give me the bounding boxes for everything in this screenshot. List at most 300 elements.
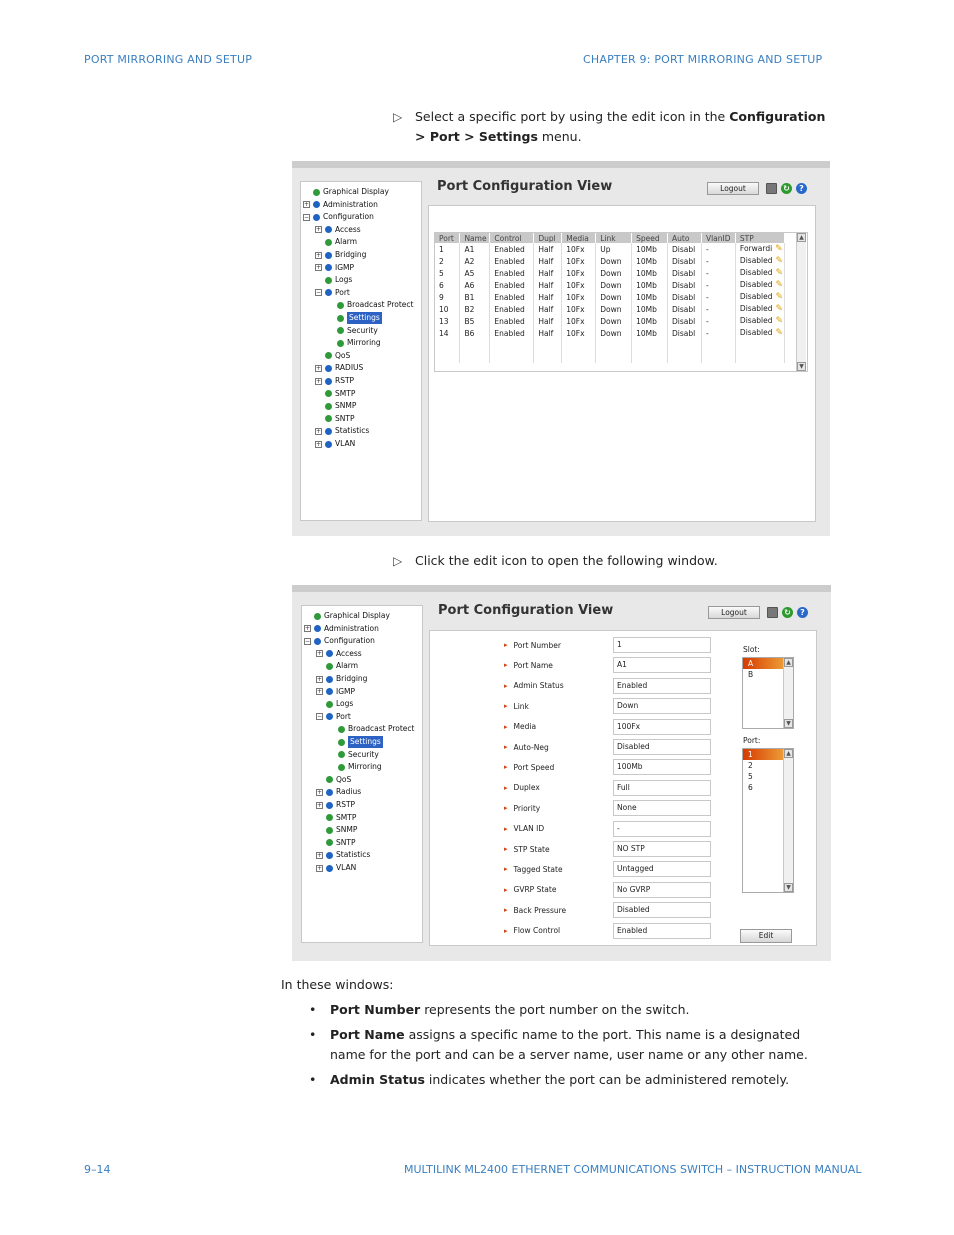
scroll-up-icon[interactable]: ▲: [797, 233, 806, 242]
tree-item[interactable]: + Administration: [304, 199, 378, 209]
table-cell: Half: [534, 327, 562, 339]
blue-dot-icon: [325, 289, 332, 296]
pencil-icon[interactable]: ✎: [775, 316, 784, 326]
table-cell: 10Fx: [562, 327, 596, 339]
column-header[interactable]: Name: [460, 233, 490, 243]
table-cell: Disabled ✎: [735, 303, 784, 315]
field-label: ▸ Media: [504, 722, 537, 732]
table-cell: Down: [596, 255, 632, 267]
field-label: ▸ Port Number: [504, 640, 561, 650]
table-cell: -: [701, 267, 735, 279]
arrow-right-icon: ▸: [504, 865, 508, 874]
table-cell: [735, 339, 784, 351]
field-value[interactable]: 100Fx: [613, 719, 711, 735]
table-cell: 10Fx: [562, 243, 596, 255]
tree-item[interactable]: SNTP: [325, 413, 354, 425]
tree-item[interactable]: + RSTP: [316, 376, 355, 385]
tree-item[interactable]: Mirroring: [338, 761, 382, 773]
plus-box-icon[interactable]: +: [316, 226, 322, 234]
table-cell: [632, 339, 668, 351]
blue-dot-icon: [313, 201, 320, 208]
arrow-right-icon: ▸: [504, 641, 508, 649]
table-cell: Disabled ✎: [735, 267, 784, 279]
tree-item[interactable]: Security: [338, 749, 379, 761]
scroll-down-icon[interactable]: ▼: [784, 719, 793, 728]
green-dot-icon: [326, 663, 333, 670]
tree-item[interactable]: SNMP: [325, 400, 356, 412]
field-label: ▸ Duplex: [504, 783, 540, 793]
manual-title: MULTILINK ML2400 ETHERNET COMMUNICATIONS SWITCH – INSTRUCTION MANUAL: [404, 1163, 862, 1176]
tree-item[interactable]: + Access: [316, 224, 361, 234]
table-cell: Down: [596, 267, 632, 279]
help-icon[interactable]: ?: [797, 607, 808, 618]
field-value[interactable]: Disabled: [613, 902, 711, 918]
help-icon[interactable]: ?: [796, 183, 807, 194]
column-header[interactable]: VlanID: [701, 233, 735, 243]
field-value[interactable]: NO STP: [613, 841, 711, 857]
table-cell: [490, 351, 534, 363]
green-dot-icon: [314, 613, 321, 620]
green-dot-icon: [325, 390, 332, 397]
field-label: ▸ Admin Status: [504, 681, 564, 691]
tree-item[interactable]: + RADIUS: [316, 363, 364, 373]
logout-button[interactable]: Logout: [707, 182, 759, 195]
table-cell: A5: [460, 267, 490, 279]
table-cell: -: [701, 327, 735, 339]
green-dot-icon: [325, 239, 332, 246]
table-cell: Disabl: [668, 291, 702, 303]
step-2: ▷ Click the edit icon to open the following window.: [393, 551, 833, 571]
table-cell: Disabled ✎: [735, 315, 784, 327]
green-dot-icon: [338, 739, 345, 746]
arrow-right-icon: ▸: [504, 926, 508, 935]
green-dot-icon: [313, 189, 320, 196]
field-value[interactable]: No GVRP: [613, 882, 711, 898]
table-cell: Enabled: [490, 327, 534, 339]
minus-box-icon[interactable]: −: [304, 213, 310, 221]
list-item[interactable]: 6: [748, 783, 753, 792]
table-cell: 10Mb: [632, 267, 668, 279]
table-cell: [596, 339, 632, 351]
table-cell: Disabl: [668, 279, 702, 291]
blue-dot-icon: [326, 789, 333, 796]
blue-dot-icon: [326, 650, 333, 657]
table-cell: 10Fx: [562, 291, 596, 303]
tree-item[interactable]: − Configuration: [304, 212, 374, 222]
plus-box-icon[interactable]: +: [317, 788, 323, 796]
table-cell: Half: [534, 243, 562, 255]
table-cell: [668, 351, 702, 363]
table-cell: [632, 351, 668, 363]
table-cell: 10Mb: [632, 303, 668, 315]
table-cell: [701, 339, 735, 351]
field-label: ▸ Auto-Neg: [504, 742, 549, 752]
running-header-right: CHAPTER 9: PORT MIRRORING AND SETUP: [583, 53, 823, 66]
field-value[interactable]: Full: [613, 780, 711, 796]
navigation-tree: [300, 181, 422, 521]
field-label: ▸ Flow Control: [504, 926, 561, 936]
table-cell: 10: [435, 303, 460, 315]
table-cell: 10Mb: [632, 315, 668, 327]
tree-item[interactable]: + Radius: [317, 787, 362, 797]
plus-box-icon[interactable]: +: [317, 688, 323, 696]
tree-item[interactable]: SMTP: [326, 812, 356, 824]
table-cell: 2: [435, 255, 460, 267]
pencil-icon[interactable]: ✎: [775, 304, 784, 314]
field-label: ▸ Priority: [504, 803, 541, 813]
field-label: ▸ Tagged State: [504, 864, 563, 874]
arrow-right-icon: ▸: [504, 783, 508, 792]
table-cell: Half: [534, 279, 562, 291]
step-1: ▷ Select a specific port by using the edit icon in the Configuration > Port > Settings menu.: [393, 109, 826, 144]
tree-item[interactable]: QoS: [326, 774, 351, 786]
arrow-right-icon: ▸: [504, 722, 508, 731]
table-cell: Half: [534, 255, 562, 267]
plus-box-icon[interactable]: +: [316, 364, 322, 372]
list-item[interactable]: B: [748, 670, 754, 679]
plus-box-icon[interactable]: +: [305, 625, 311, 633]
green-dot-icon: [337, 302, 344, 309]
tree-item[interactable]: − Port: [317, 711, 351, 721]
table-cell: [735, 351, 784, 363]
field-value[interactable]: -: [613, 821, 711, 837]
table-cell: 9: [435, 291, 460, 303]
triangle-right-icon: ▷: [393, 554, 403, 568]
blue-dot-icon: [325, 226, 332, 233]
green-dot-icon: [337, 327, 344, 334]
arrow-right-icon: ▸: [504, 702, 508, 711]
table-cell: Disabled ✎: [735, 255, 784, 267]
table-cell: Disabled ✎: [735, 327, 784, 339]
table-cell: Disabl: [668, 327, 702, 339]
column-header[interactable]: STP: [735, 233, 784, 243]
arrow-right-icon: ▸: [504, 906, 508, 915]
blue-dot-icon: [325, 252, 332, 259]
bullet-admin-status: • Admin Status indicates whether the port can be administered remotely.: [309, 1072, 790, 1087]
field-value[interactable]: Untagged: [613, 861, 711, 877]
arrow-right-icon: ▸: [504, 661, 508, 670]
running-header-left: PORT MIRRORING AND SETUP: [84, 53, 253, 66]
field-label: ▸ Port Speed: [504, 762, 555, 772]
plus-box-icon[interactable]: +: [317, 801, 323, 809]
table-row-empty: [435, 351, 785, 363]
tree-item[interactable]: Alarm: [325, 236, 357, 248]
tree-item[interactable]: + IGMP: [317, 686, 356, 696]
table-cell: Half: [534, 291, 562, 303]
pencil-icon[interactable]: ✎: [775, 328, 784, 338]
arrow-right-icon: ▸: [504, 743, 508, 751]
table-cell: Down: [596, 279, 632, 291]
green-dot-icon: [325, 403, 332, 410]
blue-dot-icon: [314, 625, 321, 632]
table-cell: Enabled: [490, 303, 534, 315]
field-value[interactable]: 100Mb: [613, 759, 711, 775]
content-panel: [428, 205, 816, 522]
table-cell: Half: [534, 267, 562, 279]
tree-item[interactable]: Security: [337, 325, 378, 337]
table-row: [435, 279, 785, 291]
scroll-up-icon[interactable]: ▲: [784, 658, 793, 667]
tree-item[interactable]: Logs: [325, 274, 352, 286]
table-cell: A2: [460, 255, 490, 267]
tree-item[interactable]: + Bridging: [317, 674, 368, 683]
tree-item[interactable]: Graphical Display: [303, 186, 389, 198]
plus-box-icon[interactable]: +: [317, 650, 323, 658]
table-scrollbar[interactable]: [796, 233, 806, 371]
table-cell: Up: [596, 243, 632, 255]
field-value[interactable]: 1: [613, 637, 711, 653]
column-header[interactable]: Link: [596, 233, 632, 243]
tree-item[interactable]: Alarm: [326, 660, 358, 672]
view-title: Port Configuration View: [437, 179, 613, 194]
blue-dot-icon: [326, 802, 333, 809]
field-label: ▸ VLAN ID: [504, 824, 545, 834]
table-cell: Forwardi ✎: [735, 243, 784, 255]
table-cell: Disabl: [668, 303, 702, 315]
edit-button[interactable]: Edit: [740, 929, 792, 943]
arrow-right-icon: ▸: [504, 804, 508, 813]
slot-label: Slot:: [743, 645, 760, 654]
table-cell: -: [701, 279, 735, 291]
blue-dot-icon: [313, 214, 320, 221]
blue-dot-icon: [325, 428, 332, 435]
table-cell: [562, 351, 596, 363]
table-row-empty: [435, 339, 785, 351]
blue-dot-icon: [325, 378, 332, 385]
tree-item[interactable]: + RSTP: [317, 800, 356, 809]
scroll-down-icon[interactable]: ▼: [784, 883, 793, 892]
table-cell: Disabl: [668, 315, 702, 327]
plus-box-icon[interactable]: +: [304, 201, 310, 209]
table-cell: Enabled: [490, 267, 534, 279]
arrow-right-icon: ▸: [504, 763, 508, 772]
tree-item[interactable]: QoS: [325, 350, 350, 362]
table-cell: [562, 339, 596, 351]
pencil-icon[interactable]: ✎: [775, 268, 784, 278]
table-cell: 10Mb: [632, 291, 668, 303]
tree-item[interactable]: Broadcast Protect: [338, 723, 414, 735]
table-cell: [596, 351, 632, 363]
plus-box-icon[interactable]: +: [316, 440, 322, 448]
slot-scrollbar[interactable]: [783, 658, 793, 728]
field-label: ▸ Port Name: [504, 660, 553, 670]
green-dot-icon: [326, 839, 333, 846]
plus-box-icon[interactable]: +: [317, 851, 323, 859]
tree-item[interactable]: Logs: [326, 698, 353, 710]
blue-dot-icon: [325, 264, 332, 271]
table-cell: 10Mb: [632, 327, 668, 339]
table-cell: Disabl: [668, 255, 702, 267]
blue-dot-icon: [325, 441, 332, 448]
table-cell: A6: [460, 279, 490, 291]
view-title: Port Configuration View: [438, 603, 614, 618]
tree-item[interactable]: SNMP: [326, 824, 357, 836]
table-cell: Down: [596, 291, 632, 303]
navigation-tree: [301, 605, 423, 943]
field-value[interactable]: Down: [613, 698, 711, 714]
intro-text: In these windows:: [281, 977, 394, 992]
arrow-right-icon: ▸: [504, 681, 508, 690]
green-dot-icon: [337, 315, 344, 322]
column-header[interactable]: Speed: [632, 233, 668, 243]
tree-item[interactable]: SNTP: [326, 837, 355, 849]
table-cell: Enabled: [490, 291, 534, 303]
tree-item[interactable]: Settings: [338, 736, 383, 748]
plus-box-icon[interactable]: +: [317, 675, 323, 683]
table-cell: Enabled: [490, 243, 534, 255]
scroll-down-icon[interactable]: ▼: [797, 362, 806, 371]
pencil-icon[interactable]: ✎: [775, 244, 783, 254]
pencil-icon[interactable]: ✎: [775, 256, 784, 266]
plus-box-icon[interactable]: +: [316, 251, 322, 259]
save-icon[interactable]: [766, 183, 777, 194]
page-number: 9–14: [84, 1163, 111, 1176]
green-dot-icon: [326, 701, 333, 708]
tree-item[interactable]: Broadcast Protect: [337, 299, 413, 311]
table-cell: [534, 339, 562, 351]
table-cell: Disabled ✎: [735, 279, 784, 291]
green-dot-icon: [338, 726, 345, 733]
table-cell: 14: [435, 327, 460, 339]
save-icon[interactable]: [767, 607, 778, 618]
field-value[interactable]: A1: [613, 657, 711, 673]
pencil-icon[interactable]: ✎: [775, 292, 784, 302]
list-item[interactable]: 5: [748, 772, 753, 781]
table-row: [435, 291, 785, 303]
arrow-right-icon: ▸: [504, 824, 508, 833]
table-row: [435, 327, 785, 339]
tree-item[interactable]: + Administration: [305, 623, 379, 633]
green-dot-icon: [338, 764, 345, 771]
table-cell: Disabled ✎: [735, 291, 784, 303]
blue-dot-icon: [326, 676, 333, 683]
blue-dot-icon: [325, 365, 332, 372]
tree-item[interactable]: + VLAN: [316, 439, 356, 448]
blue-dot-icon: [326, 865, 333, 872]
port-scrollbar[interactable]: [783, 749, 793, 892]
port-table: [435, 233, 785, 363]
field-label: ▸ GVRP State: [504, 885, 557, 895]
table-cell: B2: [460, 303, 490, 315]
green-dot-icon: [326, 814, 333, 821]
table-cell: Enabled: [490, 315, 534, 327]
field-label: ▸ Back Pressure: [504, 905, 567, 915]
table-cell: [668, 339, 702, 351]
table-cell: B5: [460, 315, 490, 327]
tree-item[interactable]: − Configuration: [305, 636, 375, 646]
table-cell: Down: [596, 327, 632, 339]
column-header[interactable]: Dupl: [534, 233, 562, 243]
tree-item[interactable]: + IGMP: [316, 262, 355, 272]
bullet-port-number: • Port Number represents the port number on the switch.: [309, 1002, 690, 1017]
table-cell: Down: [596, 303, 632, 315]
green-dot-icon: [326, 827, 333, 834]
table-cell: A1: [460, 243, 490, 255]
table-cell: 5: [435, 267, 460, 279]
table-cell: 10Mb: [632, 279, 668, 291]
table-cell: [490, 339, 534, 351]
column-header[interactable]: Port: [435, 233, 460, 243]
scroll-up-icon[interactable]: ▲: [784, 749, 793, 758]
tree-item[interactable]: + Bridging: [316, 250, 367, 259]
port-label: Port:: [743, 736, 761, 745]
green-dot-icon: [325, 352, 332, 359]
minus-box-icon[interactable]: −: [317, 713, 323, 721]
list-item[interactable]: 2: [748, 761, 753, 770]
list-item[interactable]: 1: [743, 749, 793, 760]
refresh-icon[interactable]: ↻: [781, 183, 792, 194]
field-value[interactable]: Enabled: [613, 923, 711, 939]
table-cell: -: [701, 291, 735, 303]
tree-item[interactable]: − Port: [316, 287, 350, 297]
tree-item[interactable]: + VLAN: [317, 863, 357, 872]
tree-item[interactable]: + Access: [317, 648, 362, 658]
table-cell: -: [701, 315, 735, 327]
column-header[interactable]: Media: [562, 233, 596, 243]
tree-item[interactable]: + Statistics: [317, 850, 371, 860]
table-cell: [435, 339, 460, 351]
table-cell: Disabl: [668, 243, 702, 255]
table-cell: Enabled: [490, 255, 534, 267]
table-cell: -: [701, 243, 735, 255]
tree-item[interactable]: Settings: [337, 312, 382, 324]
green-dot-icon: [337, 340, 344, 347]
column-header[interactable]: Auto: [668, 233, 702, 243]
table-cell: 10Fx: [562, 255, 596, 267]
table-cell: B1: [460, 291, 490, 303]
plus-box-icon[interactable]: +: [317, 864, 323, 872]
green-dot-icon: [338, 751, 345, 758]
refresh-icon[interactable]: ↻: [782, 607, 793, 618]
plus-box-icon[interactable]: +: [316, 377, 322, 385]
table-cell: [460, 351, 490, 363]
tree-item[interactable]: + Statistics: [316, 426, 370, 436]
table-cell: Disabl: [668, 267, 702, 279]
tree-item[interactable]: Graphical Display: [304, 610, 390, 622]
table-row: [435, 303, 785, 315]
field-label: ▸ STP State: [504, 844, 550, 854]
table-cell: 10Mb: [632, 243, 668, 255]
table-cell: 10Fx: [562, 315, 596, 327]
logout-button[interactable]: Logout: [708, 606, 760, 619]
table-cell: Down: [596, 315, 632, 327]
table-cell: 10Fx: [562, 267, 596, 279]
tree-item[interactable]: SMTP: [325, 388, 355, 400]
table-cell: 6: [435, 279, 460, 291]
table-cell: 10Fx: [562, 279, 596, 291]
minus-box-icon[interactable]: −: [305, 637, 311, 645]
table-cell: 1: [435, 243, 460, 255]
column-header[interactable]: Control: [490, 233, 534, 243]
arrow-right-icon: ▸: [504, 885, 508, 894]
field-value[interactable]: Enabled: [613, 678, 711, 694]
minus-box-icon[interactable]: −: [316, 289, 322, 297]
plus-box-icon[interactable]: +: [316, 264, 322, 272]
green-dot-icon: [326, 776, 333, 783]
triangle-right-icon: ▷: [393, 110, 403, 124]
field-value[interactable]: Disabled: [613, 739, 711, 755]
table-cell: 13: [435, 315, 460, 327]
blue-dot-icon: [326, 688, 333, 695]
green-dot-icon: [325, 277, 332, 284]
plus-box-icon[interactable]: +: [316, 427, 322, 435]
table-cell: 10Fx: [562, 303, 596, 315]
table-cell: [435, 351, 460, 363]
tree-item[interactable]: Mirroring: [337, 337, 381, 349]
pencil-icon[interactable]: ✎: [775, 280, 784, 290]
list-item[interactable]: A: [743, 658, 793, 669]
field-value[interactable]: None: [613, 800, 711, 816]
